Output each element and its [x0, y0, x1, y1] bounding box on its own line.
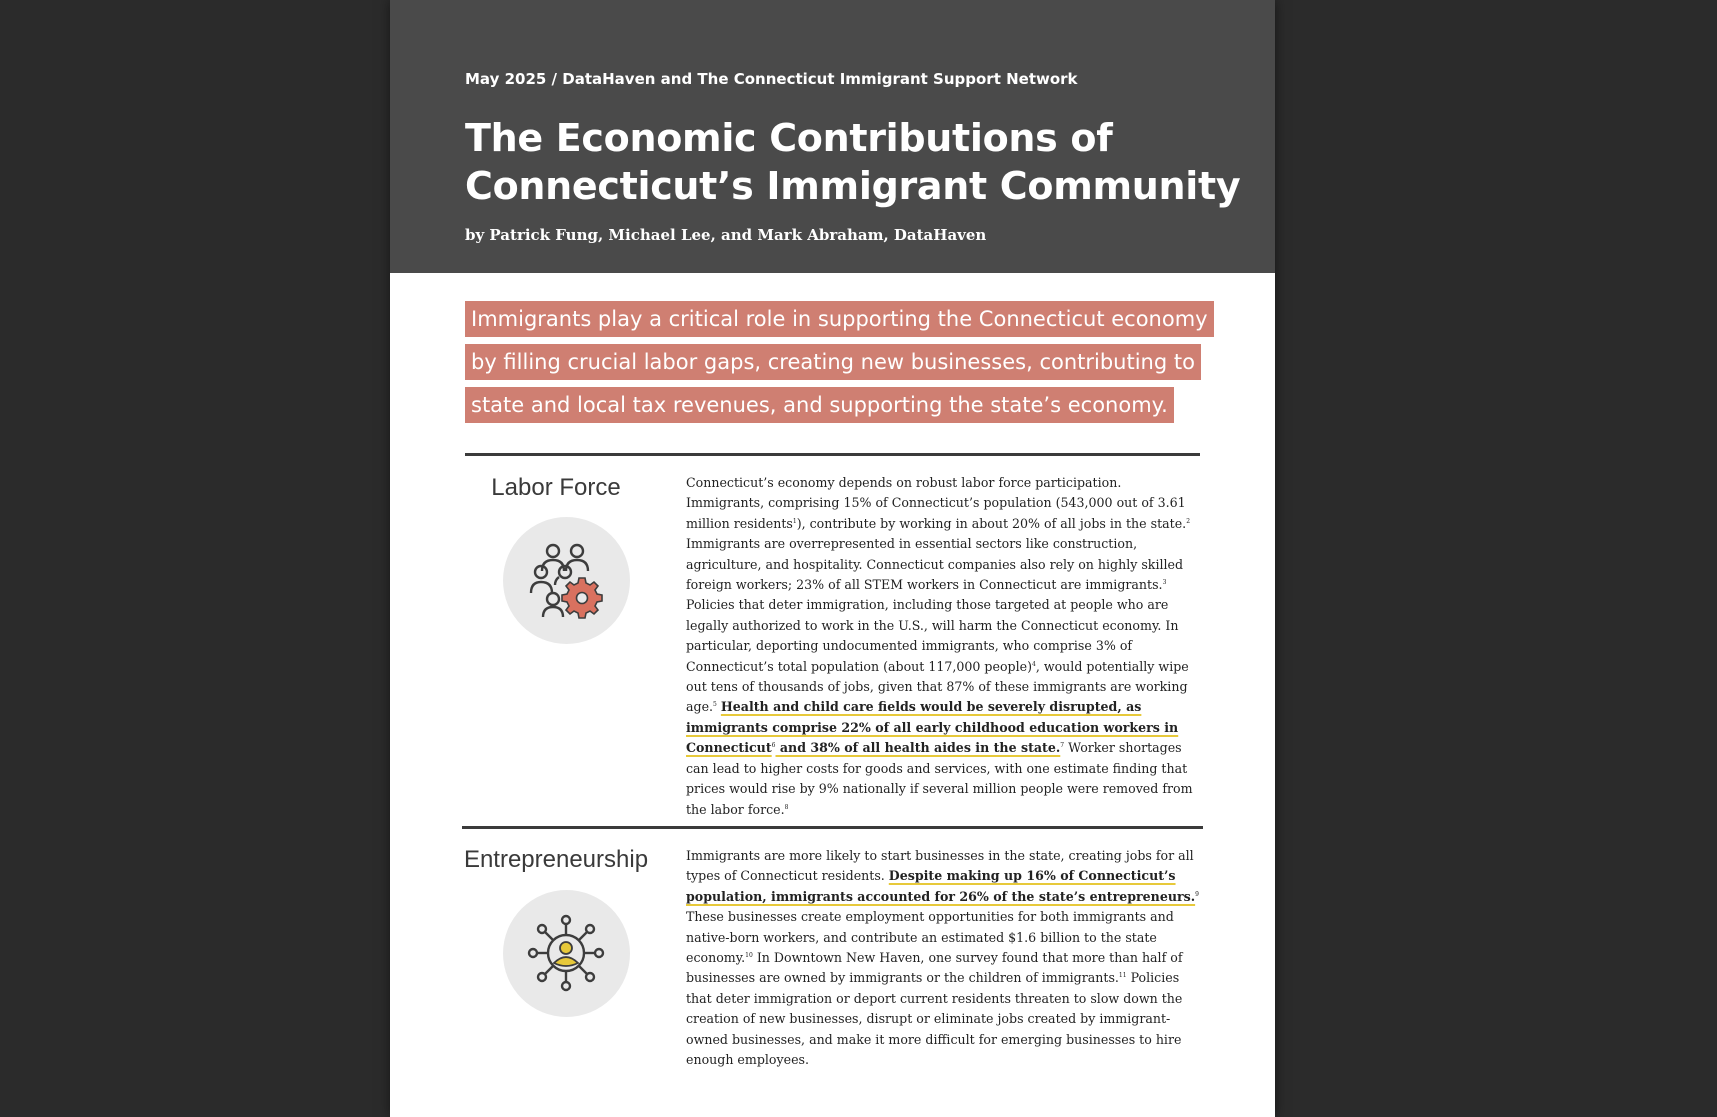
labor-highlight-1: Health and child care fields would be severely disrupted, as immigrants comprise 22% of all early childhood education workers in Connecticut — [686, 699, 1179, 756]
entrepreneurship-heading: Entrepreneurship — [463, 846, 649, 873]
pull-quote — [465, 301, 1208, 430]
pull-quote-line-1: Immigrants play a critical role in supporting the Connecticut economy — [465, 301, 1214, 337]
pull-quote-line-3: state and local tax revenues, and supporting the state’s economy. — [465, 387, 1174, 423]
section-divider-labor — [465, 453, 1200, 456]
labor-force-body — [686, 473, 1201, 820]
ent-text-4: Policies that deter immigration or deport current residents threaten to slow down the creation of new businesses, disrupt or eliminate jobs created by immigrant-owned businesses, and make it more difficult for emerging businesses to hire enough employees. — [686, 970, 1183, 1068]
ent-highlight-1: Despite making up 16% of Connecticut’s population, immigrants accounted for 26% of the state’s entrepreneurs. — [686, 868, 1196, 904]
labor-text-6: Worker shortages can lead to higher costs for goods and services, with one estimate finding that prices would rise by 9% nationally if several million people were removed from the labor force. — [686, 740, 1193, 817]
footnote-9: 9 — [1195, 890, 1199, 898]
labor-text-1: Connecticut’s economy depends on robust labor force participation. Immigrants, comprising 15% of Connecticut’s population (543,000 out of 3.61 million residents — [686, 475, 1186, 531]
footnote-7: 7 — [1060, 742, 1065, 750]
title-line-2: Connecticut’s Immigrant Community — [465, 164, 1241, 208]
network-person-icon — [503, 890, 630, 1017]
pull-quote-line-2: by filling crucial labor gaps, creating new businesses, contributing to — [465, 344, 1201, 380]
header-banner — [390, 0, 1275, 273]
byline: by Patrick Fung, Michael Lee, and Mark Abraham, DataHaven — [465, 226, 987, 244]
labor-highlight-2: and 38% of all health aides in the state. — [775, 740, 1061, 756]
document-page — [390, 0, 1275, 1117]
publication-meta: May 2025 / DataHaven and The Connecticut Immigrant Support Network — [465, 70, 1078, 88]
labor-force-heading: Labor Force — [491, 474, 621, 501]
labor-text-2: ), contribute by working in about 20% of all jobs in the state. — [796, 515, 1187, 531]
people-gear-icon — [503, 517, 630, 644]
footnote-11: 11 — [1118, 972, 1127, 980]
labor-force-icon-circle — [503, 517, 630, 644]
footnote-10: 10 — [745, 951, 753, 959]
entrepreneurship-body — [686, 846, 1201, 1070]
labor-text-4: Policies that deter immigration, including those targeted at people who are legally authorized to work in the U.S., will harm the Connecticut economy. In particular, deporting undocumented immigrants, who comprise 3% of Connecticut’s total population (about 117,000 people) — [686, 597, 1179, 674]
entrepreneurship-icon-circle — [503, 890, 630, 1017]
footnote-1: 1 — [792, 517, 797, 525]
section-divider-entrepreneurship — [462, 826, 1203, 829]
labor-text-3: Immigrants are overrepresented in essential sectors like construction, agriculture, and hospitality. Connecticut companies also rely on highly skilled foreign workers; 23% of all STEM workers in Connecticut are immigrants. — [686, 536, 1184, 593]
footnote-6: 6 — [771, 742, 776, 750]
footnote-2: 2 — [1186, 517, 1191, 525]
labor-text-5: , would potentially wipe out tens of thousands of jobs, given that 87% of these immigrants are working age. — [686, 658, 1189, 715]
footnote-4: 4 — [1031, 660, 1036, 668]
footnote-8: 8 — [784, 803, 789, 811]
ent-text-3: In Downtown New Haven, one survey found that more than half of businesses are owned by immigrants or the children of immigrants. — [686, 950, 1183, 986]
ent-text-1: Immigrants are more likely to start businesses in the state, creating jobs for all types of Connecticut residents. — [686, 848, 1194, 884]
ent-text-2: These businesses create employment opportunities for both immigrants and native-born workers, and contribute an estimated $1.6 billion to the state economy. — [686, 909, 1174, 966]
title-line-1: The Economic Contributions of — [465, 116, 1113, 160]
footnote-3: 3 — [1162, 578, 1167, 586]
document-title — [465, 114, 1245, 210]
footnote-5: 5 — [713, 701, 717, 709]
